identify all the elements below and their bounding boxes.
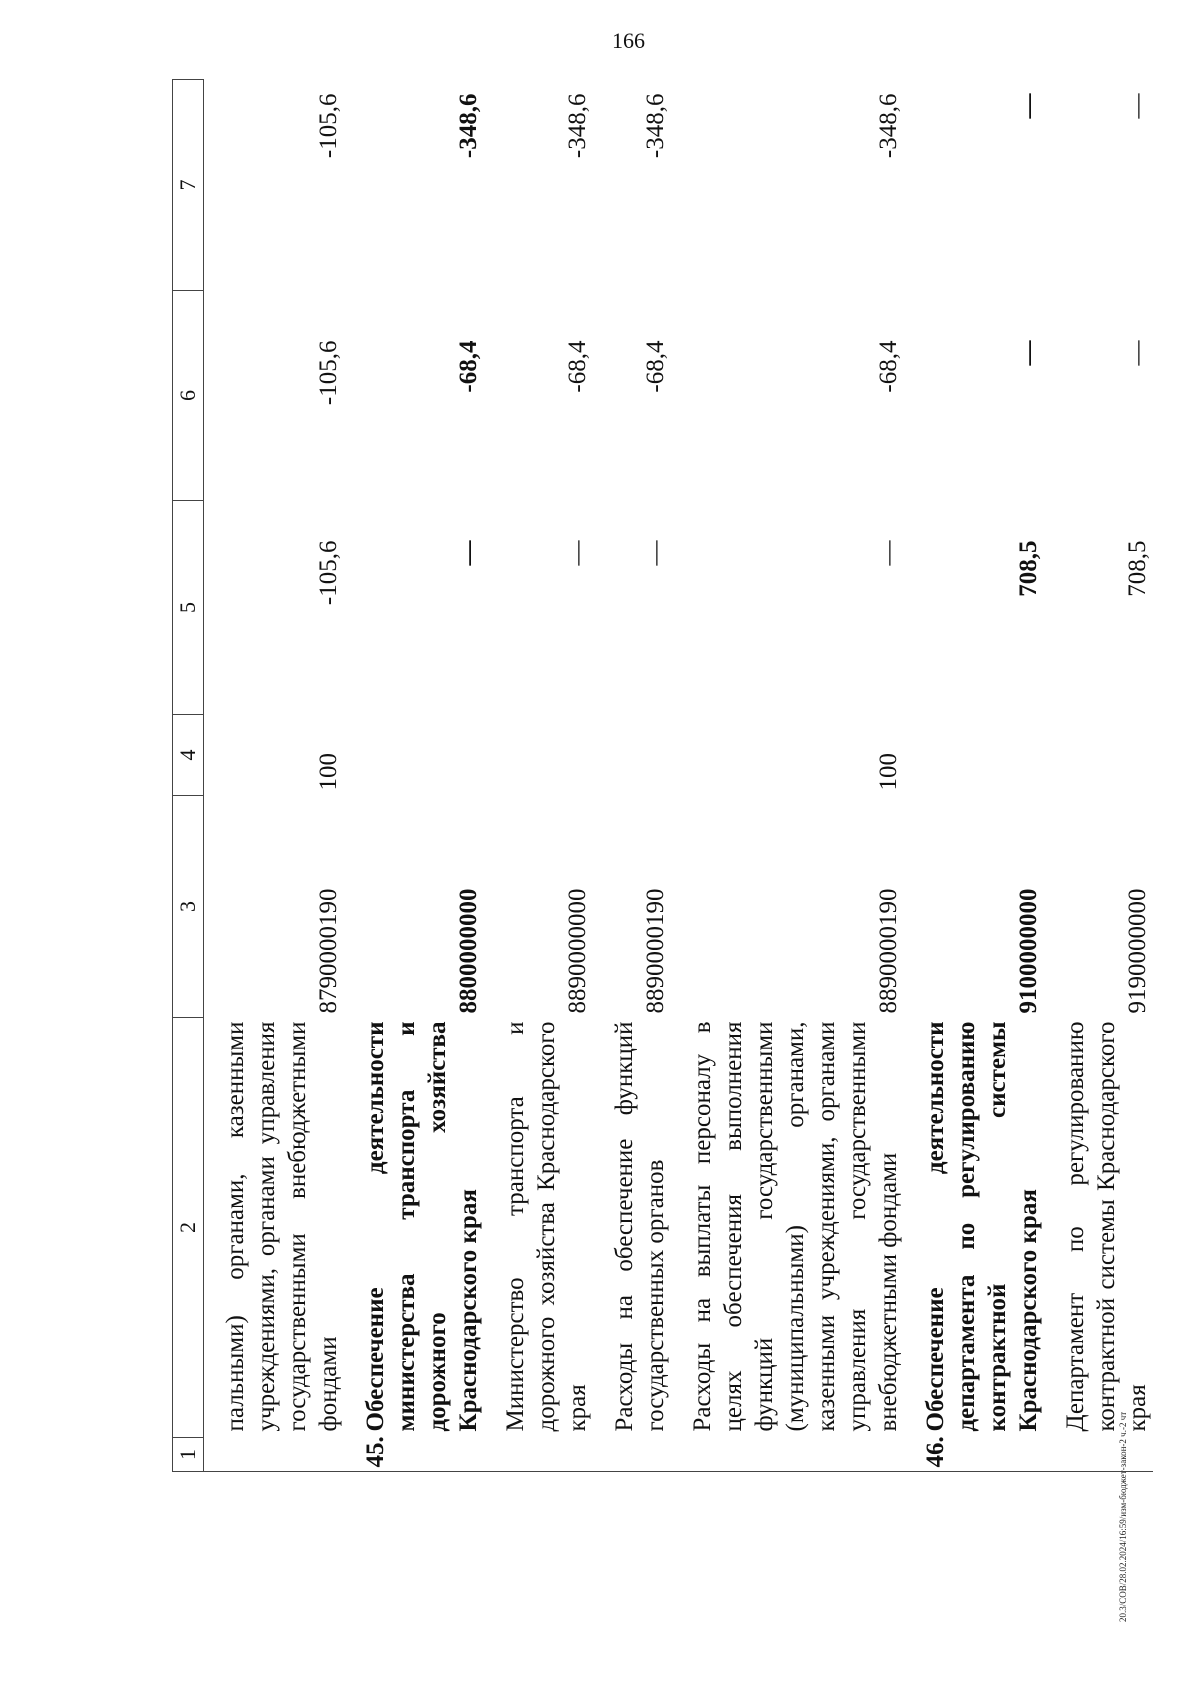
spacer-cell [1044, 1438, 1060, 1472]
spacer-cell [593, 1438, 609, 1472]
spacer-cell [204, 715, 221, 796]
row-value-5: — [455, 540, 482, 566]
row-code: 8890000190 [642, 888, 669, 1014]
row-description-text: Обеспечение деятельности министерства транспорта и дорожного хозяйства Краснодарского края [362, 1021, 482, 1432]
spacer-cell [1044, 80, 1060, 291]
table-row [687, 80, 904, 1472]
spacer-cell [344, 80, 360, 291]
row-spacer [1044, 80, 1060, 1472]
spacer-cell [344, 291, 360, 501]
spacer-cell [484, 291, 500, 501]
row-value-6: -68,4 [642, 340, 669, 393]
row-expense-type [920, 715, 1044, 796]
row-description [687, 1018, 904, 1438]
row-number-cell [609, 1438, 671, 1472]
spacer-cell [484, 80, 500, 291]
row-number-cell [220, 1438, 344, 1472]
spacer-cell [484, 796, 500, 1018]
table-body [204, 80, 1154, 1472]
row-number-cell [1060, 1438, 1153, 1472]
row-number-cell [687, 1438, 904, 1472]
spacer-cell [671, 80, 687, 291]
row-code: 9190000000 [1124, 888, 1151, 1014]
row-description-text: Расходы на обеспечение функций государственных органов [611, 1021, 669, 1432]
spacer-cell [204, 1438, 221, 1472]
spacer-cell [904, 501, 920, 715]
spacer-cell [593, 291, 609, 501]
row-value-7: -105,6 [315, 93, 342, 159]
row-code: 8790000190 [315, 888, 342, 1014]
row-expense-type: 100 [315, 753, 342, 791]
row-expense-type [609, 715, 671, 796]
spacer-cell [1044, 501, 1060, 715]
column-header-5: 5 [173, 501, 204, 715]
spacer-cell [344, 501, 360, 715]
row-description [220, 1018, 344, 1438]
row-value-6: — [1015, 340, 1042, 366]
row-value-7: — [1015, 93, 1042, 119]
row-expense-type [360, 715, 484, 796]
row-description [360, 1018, 484, 1468]
table-row [360, 80, 484, 1472]
row-number: 46. [922, 1436, 949, 1468]
row-code: 8800000000 [455, 888, 482, 1014]
spacer-cell [904, 291, 920, 501]
spacer-cell [671, 796, 687, 1018]
row-description [609, 1018, 671, 1438]
spacer-cell [344, 796, 360, 1018]
row-expense-type: 100 [875, 753, 902, 791]
row-value-5: — [564, 540, 591, 566]
spacer-cell [484, 1018, 500, 1438]
column-header-6: 6 [173, 291, 204, 501]
row-value-5: — [642, 540, 669, 566]
spacer-cell [1044, 1018, 1060, 1438]
spacer-cell [484, 1438, 500, 1472]
spacer-cell [904, 80, 920, 291]
spacer-cell [904, 1018, 920, 1438]
spacer-cell [671, 715, 687, 796]
row-code: 9100000000 [1015, 888, 1042, 1014]
spacer-cell [484, 501, 500, 715]
column-header-1: 1 [173, 1438, 204, 1472]
row-value-7: -348,6 [564, 93, 591, 159]
row-description-text: Министерство транспорта и дорожного хозяйства Краснодарского края [502, 1021, 591, 1432]
row-description [500, 1018, 593, 1438]
row-description-text: Департамент по регулированию контрактной системы Краснодарского края [1062, 1021, 1151, 1432]
row-expense-type [500, 715, 593, 796]
table-row [609, 80, 671, 1472]
row-value-6: -68,4 [455, 340, 482, 393]
spacer-cell [1044, 715, 1060, 796]
spacer-cell [1044, 291, 1060, 501]
row-value-6: -105,6 [315, 340, 342, 406]
page-number: 166 [612, 28, 645, 53]
spacer-cell [671, 291, 687, 501]
spacer-cell [204, 796, 221, 1018]
spacer-cell [671, 501, 687, 715]
row-value-5: 708,5 [1124, 540, 1151, 597]
row-description-text: Обеспечение деятельности департамента по регулированию контрактной системы Краснодарского края [922, 1021, 1042, 1432]
row-number-cell [500, 1438, 593, 1472]
spacer-cell [344, 1018, 360, 1438]
row-value-7: — [1124, 93, 1151, 119]
spacer-cell [671, 1018, 687, 1438]
spacer-cell [1044, 796, 1060, 1018]
row-description-text: Расходы на выплаты персоналу в целях обеспечения выполнения функций государственными (муниципальными) органами, казенными учреждениями, органами управления государственными внебюджетными фондами [689, 1021, 902, 1432]
spacer-cell [593, 80, 609, 291]
column-header-2: 2 [173, 1018, 204, 1438]
table-row [220, 80, 344, 1472]
row-spacer [904, 80, 920, 1472]
row-value-5: — [875, 540, 902, 566]
spacer-cell [593, 1018, 609, 1438]
spacer-cell [593, 715, 609, 796]
spacer-cell [593, 796, 609, 1018]
spacer-cell [204, 1018, 221, 1438]
row-value-6: -68,4 [564, 340, 591, 393]
column-header-3: 3 [173, 796, 204, 1018]
table-row [920, 80, 1044, 1472]
row-value-6: — [1124, 340, 1151, 366]
row-spacer [484, 80, 500, 1472]
row-value-7: -348,6 [875, 93, 902, 159]
spacer-cell [204, 501, 221, 715]
row-number: 45. [362, 1436, 389, 1468]
spacer-cell [904, 1438, 920, 1472]
spacer-cell [484, 715, 500, 796]
row-spacer [204, 80, 221, 1472]
column-header-4: 4 [173, 715, 204, 796]
row-description [1060, 1018, 1153, 1438]
spacer-cell [671, 1438, 687, 1472]
row-spacer [671, 80, 687, 1472]
budget-table [172, 79, 1153, 1472]
spacer-cell [204, 291, 221, 501]
row-value-7: -348,6 [455, 93, 482, 159]
row-spacer [593, 80, 609, 1472]
spacer-cell [344, 1438, 360, 1472]
table-row [1060, 80, 1153, 1472]
spacer-cell [904, 715, 920, 796]
spacer-cell [344, 715, 360, 796]
row-value-5: -105,6 [315, 540, 342, 606]
row-value-6: -68,4 [875, 340, 902, 393]
row-description [920, 1018, 1044, 1468]
row-code: 8890000190 [875, 888, 902, 1014]
row-spacer [344, 80, 360, 1472]
row-value-5: 708,5 [1015, 540, 1042, 597]
spacer-cell [904, 796, 920, 1018]
row-expense-type [1060, 715, 1153, 796]
row-code: 8890000000 [564, 888, 591, 1014]
row-description-text: пальными) органами, казенными учреждениями, органами управления государственными внебюджетными фондами [222, 1021, 342, 1432]
footer-code: 20.3/СОВ/28.02.2024/16:59/изм-бюджет-закон-2 ч.-2 чт [1118, 1411, 1128, 1622]
row-value-7: -348,6 [642, 93, 669, 159]
table-row [500, 80, 593, 1472]
column-header-7: 7 [173, 80, 204, 291]
rotated-table-sheet [172, 80, 1151, 1472]
spacer-cell [593, 501, 609, 715]
table-header-row [173, 80, 204, 1472]
spacer-cell [204, 80, 221, 291]
